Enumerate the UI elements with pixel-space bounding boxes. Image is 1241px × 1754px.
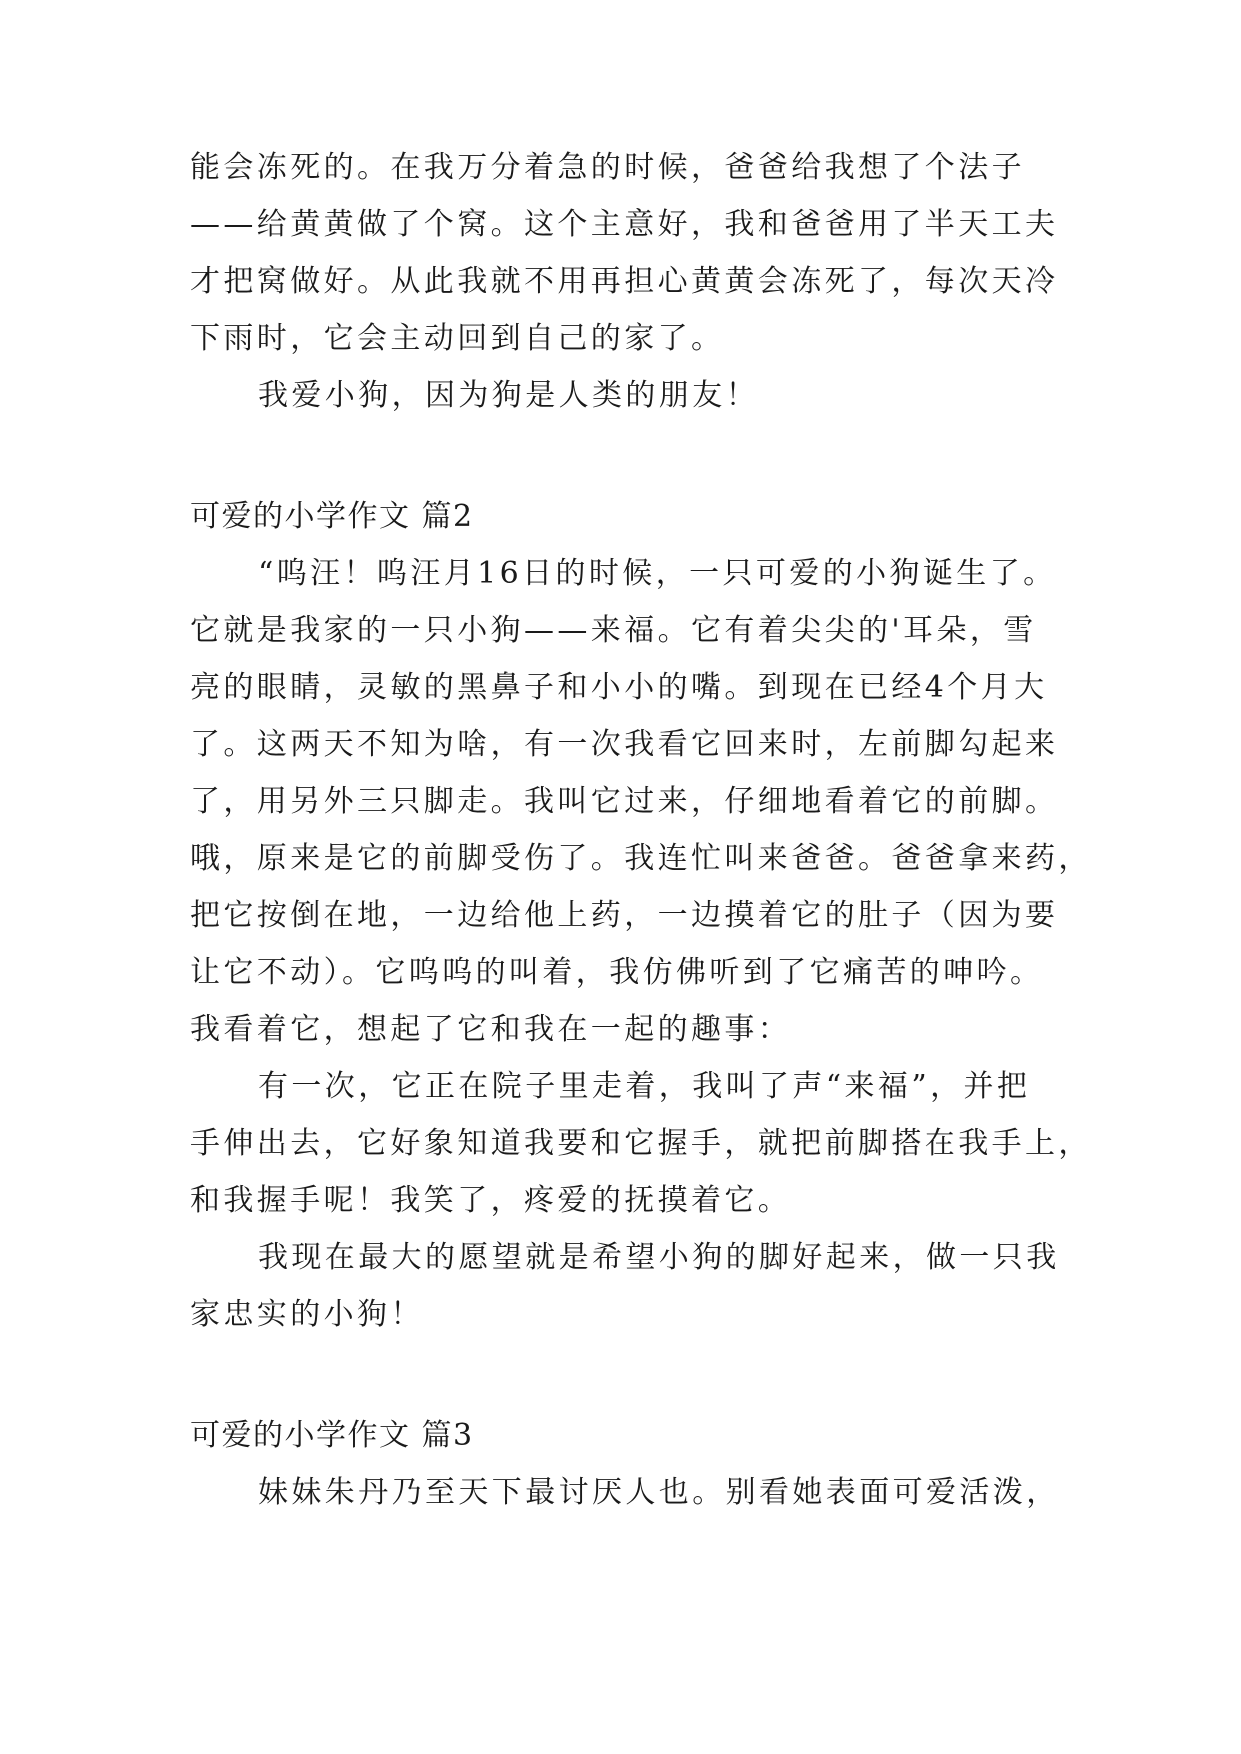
section-title: 可爱的小学作文 篇2 (190, 499, 474, 534)
paragraph-line: 我爱小狗，因为狗是人类的朋友！ (258, 378, 759, 413)
paragraph-line: 下雨时，它会主动回到自己的家了。 (190, 321, 725, 356)
paragraph-line: 亮的眼睛，灵敏的黑鼻子和小小的嘴。到现在已经4个月大 (190, 670, 1048, 705)
paragraph-line: 了。这两天不知为啥，有一次我看它回来时，左前脚勾起来 (190, 727, 1059, 762)
paragraph-line: 能会冻死的。在我万分着急的时候，爸爸给我想了个法子 (190, 150, 1025, 185)
paragraph-line: 哦，原来是它的前脚受伤了。我连忙叫来爸爸。爸爸拿来药， (190, 841, 1092, 876)
paragraph-line: 我看着它，想起了它和我在一起的趣事： (190, 1012, 792, 1047)
paragraph-line: 手伸出去，它好象知道我要和它握手，就把前脚搭在我手上， (190, 1126, 1092, 1161)
paragraph-line: 妹妹朱丹乃至天下最讨厌人也。别看她表面可爱活泼， (258, 1475, 1060, 1510)
paragraph-line: 才把窝做好。从此我就不用再担心黄黄会冻死了，每次天冷 (190, 264, 1059, 299)
paragraph-line: ——给黄黄做了个窝。这个主意好，我和爸爸用了半天工夫 (190, 207, 1059, 242)
paragraph-line: 把它按倒在地，一边给他上药，一边摸着它的肚子（因为要 (190, 898, 1059, 933)
paragraph-line: 让它不动）。它呜呜的叫着，我仿佛听到了它痛苦的呻吟。 (190, 955, 1044, 990)
paragraph-line: 了，用另外三只脚走。我叫它过来，仔细地看着它的前脚。 (190, 784, 1059, 819)
paragraph-line: 家忠实的小狗！ (190, 1297, 424, 1332)
paragraph-line: 我现在最大的愿望就是希望小狗的脚好起来，做一只我 (258, 1240, 1060, 1275)
section-title: 可爱的小学作文 篇3 (190, 1418, 474, 1453)
paragraph-line: “呜汪！呜汪月16日的时候，一只可爱的小狗诞生了。 (258, 556, 1057, 591)
paragraph-line: 和我握手呢！我笑了，疼爱的抚摸着它。 (190, 1183, 792, 1218)
paragraph-line: 有一次，它正在院子里走着，我叫了声“来福”，并把 (258, 1069, 1031, 1104)
paragraph-line: 它就是我家的一只小狗——来福。它有着尖尖的'耳朵，雪 (190, 613, 1037, 648)
